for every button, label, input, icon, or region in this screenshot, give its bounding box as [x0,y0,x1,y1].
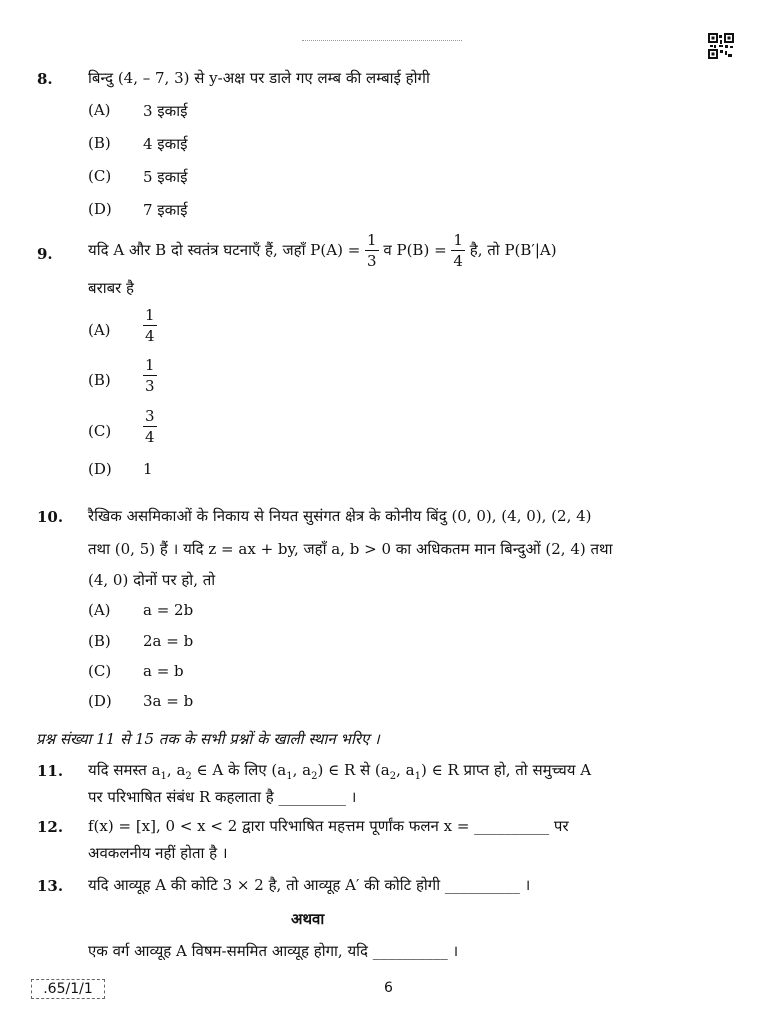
option-value [143,308,157,344]
option-label: (D) [88,692,112,710]
option-value: 5 इकाई [143,168,188,186]
option-label: (A) [88,101,111,119]
numerator: 1 [145,306,155,324]
question-text-part: , a [396,761,415,779]
question-text: रैखिक असमिकाओं के निकाय से नियत सुसंगत क्षेत्र के कोनीय बिंदु (0, 0), (4, 0), (2, 4) [88,507,592,525]
question-text: अवकलनीय नहीं होता है । [88,844,228,862]
option-label: (B) [88,632,111,650]
question-text-part: ) ∈ R से (a [317,761,390,779]
question-text-part: ) ∈ R प्राप्त हो, तो समुच्चय A [420,761,592,779]
question-text: f(x) = [x], 0 < x < 2 द्वारा परिभाषित महत्तम पूर्णांक फलन x = __________ पर [88,817,569,835]
subscript: 1 [286,771,293,782]
question-text-part: , a [166,761,186,779]
paper-code: .65/1/1 [31,979,105,999]
option-label: (B) [88,371,111,389]
question-text: यदि आव्यूह A की कोटि 3 × 2 है, तो आव्यूह A′ की कोटि होगी __________ । [88,876,531,894]
option-value: 7 इकाई [143,201,188,219]
subscript: 2 [185,771,192,782]
subscript: 1 [160,771,167,782]
question-text-part: , a [292,761,312,779]
question-number: 8. [37,70,53,88]
section-instruction: प्रश्न संख्या 11 से 15 तक के सभी प्रश्नों के खाली स्थान भरिए । [36,730,380,748]
question-number: 11. [37,762,64,780]
fraction [143,358,157,394]
question-text-part: यदि A और B दो स्वतंत्र घटनाएँ हैं, जहाँ P(A) = [88,241,361,259]
question-number: 10. [37,508,64,526]
option-value: a = b [143,662,184,680]
question-text-part: व P(B) = [383,241,447,259]
qr-code-icon [708,33,734,59]
question-text: तथा (0, 5) हैं । यदि z = ax + by, जहाँ a, b > 0 का अधिकतम मान बिन्दुओं (2, 4) तथा [88,540,613,558]
option-value: 3 इकाई [143,102,188,120]
subscript: 1 [414,771,421,782]
option-value: 4 इकाई [143,135,188,153]
denominator: 4 [145,428,155,446]
question-text [88,760,591,782]
numerator: 1 [145,356,155,374]
numerator: 3 [145,407,155,425]
question-number: 12. [37,818,64,836]
fraction [143,308,157,344]
option-value: a = 2b [143,601,194,619]
option-label: (C) [88,422,112,440]
question-text: पर परिभाषित संबंध R कहलाता है _________ । [88,788,357,806]
option-label: (D) [88,200,112,218]
question-text: एक वर्ग आव्यूह A विषम-सममित आव्यूह होगा, यदि __________ । [88,942,459,960]
or-heading: अथवा [291,910,325,928]
fraction [365,233,379,269]
question-number: 13. [37,877,64,895]
question-text: बिन्दु (4, – 7, 3) से y-अक्ष पर डाले गए लम्ब की लम्बाई होगी [88,69,430,87]
option-value [143,358,157,394]
question-number: 9. [37,245,53,263]
option-label: (C) [88,167,112,185]
option-value: 3a = b [143,692,194,710]
subscript: 2 [311,771,318,782]
denominator: 3 [367,252,377,270]
denominator: 4 [145,327,155,345]
fraction [143,409,157,445]
denominator: 3 [145,377,155,395]
question-text-part: यदि समस्त a [88,761,161,779]
option-label: (A) [88,601,111,619]
numerator: 1 [367,231,377,249]
header-divider [302,40,462,41]
option-label: (C) [88,662,112,680]
question-text-part: है, तो P(B′|A) [469,241,557,259]
page-number: 6 [384,980,393,996]
option-value [143,409,157,445]
option-value: 1 [143,460,153,478]
option-label: (A) [88,321,111,339]
option-value: 2a = b [143,632,194,650]
question-text [88,233,557,269]
numerator: 1 [453,231,463,249]
subscript: 2 [389,771,397,782]
question-text: (4, 0) दोनों पर हो, तो [88,571,216,589]
option-label: (D) [88,460,112,478]
question-text: बराबर है [88,279,135,297]
question-text-part: ∈ A के लिए (a [191,761,287,779]
option-label: (B) [88,134,111,152]
fraction [451,233,465,269]
denominator: 4 [453,252,463,270]
